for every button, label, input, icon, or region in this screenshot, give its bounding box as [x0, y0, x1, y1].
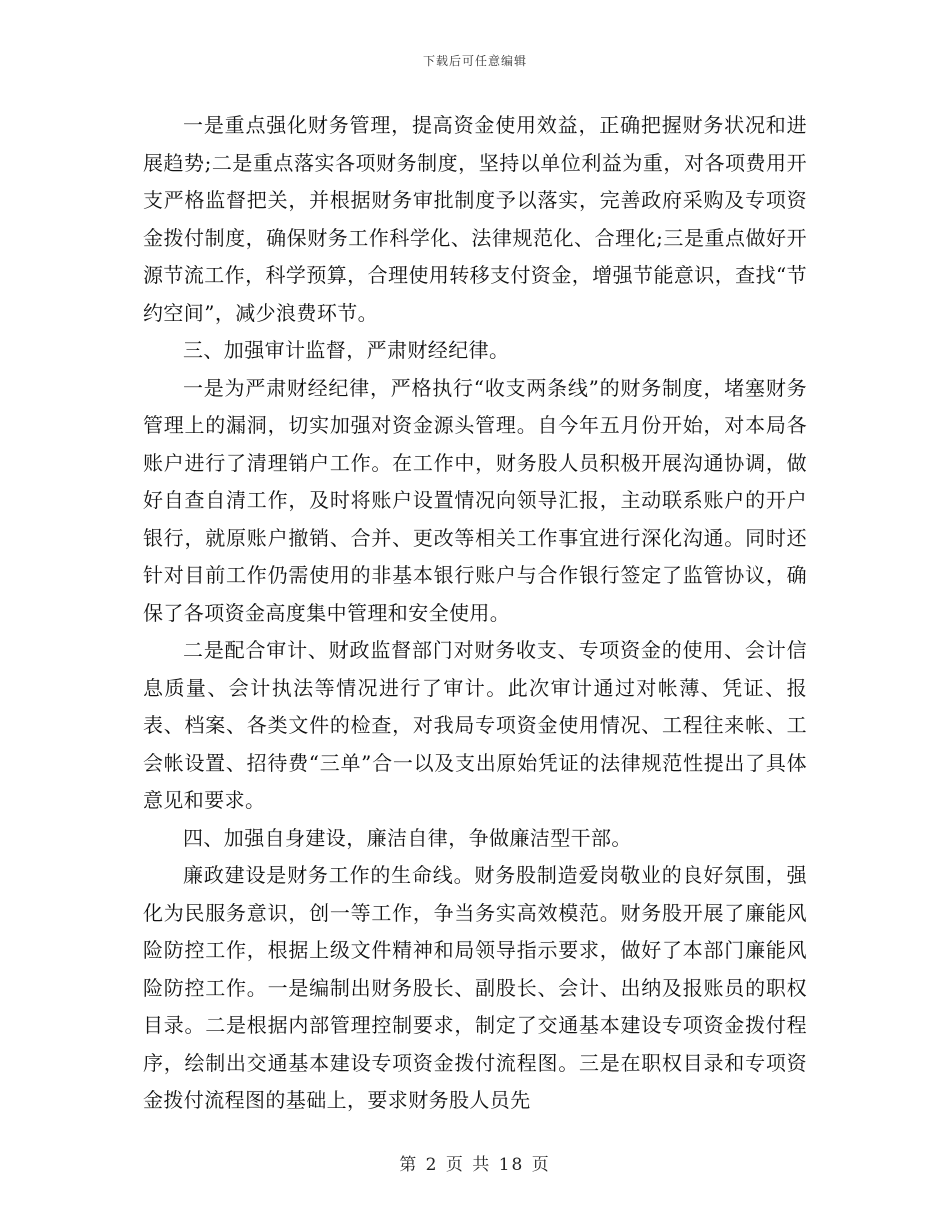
- paragraph-financial-discipline: 一是为严肃财经纪律，严格执行“收支两条线”的财务制度，堵塞财务管理上的漏洞，切实加强对资金源头管理。自今年五月份开始，对本局各账户进行了清理销户工作。在工作中，财务股人员积极开展沟通协调，做好自查自清工作，及时将账户设置情况向领导汇报，主动联系账户的开户银行，就原账户撤销、合并、更改等相关工作事宜进行深化沟通。同时还针对目前工作仍需使用的非基本银行账户与合作银行签定了监管协议，确保了各项资金高度集中管理和安全使用。: [143, 375, 807, 625]
- page-header: 下载后可任意编辑: [422, 54, 527, 68]
- paragraph-integrity: 廉政建设是财务工作的生命线。财务股制造爱岗敬业的良好氛围，强化为民服务意识，创一等工作，争当务实高效模范。财务股开展了廉能风险防控工作，根据上级文件精神和局领导指示要求，做好了本部门廉能风险防控工作。一是编制出财务股长、副股长、会计、出纳及报账员的职权目录。二是根据内部管理控制要求，制定了交通基本建设专项资金拨付程序，绘制出交通基本建设专项资金拨付流程图。三是在职权目录和专项资金拨付流程图的基础上，要求财务股人员先: [143, 863, 807, 1112]
- section-heading-self-building: 四、加强自身建设，廉洁自律，争做廉洁型干部。: [183, 825, 632, 850]
- paragraph-audit-cooperation: 二是配合审计、财政监督部门对财务收支、专项资金的使用、会计信息质量、会计执法等情况进行了审计。此次审计通过对帐薄、凭证、报表、档案、各类文件的检查，对我局专项资金使用情况、工程往来帐、工会帐设置、招待费“三单”合一以及支出原始凭证的法律规范性提出了具体意见和要求。: [143, 638, 807, 812]
- section-heading-audit: 三、加强审计监督，严肃财经纪律。: [183, 338, 510, 362]
- paragraph-financial-management: 一是重点强化财务管理，提高资金使用效益，正确把握财务状况和进展趋势;二是重点落实各项财务制度，坚持以单位利益为重，对各项费用开支严格监督把关，并根据财务审批制度予以落实，完善政府采购及专项资金拨付制度，确保财务工作科学化、法律规范化、合理化;三是重点做好开源节流工作，科学预算，合理使用转移支付资金，增强节能意识，查找“节约空间”，减少浪费环节。: [143, 113, 807, 325]
- document-body: [143, 107, 807, 1120]
- page-number: 第 2 页 共 18 页: [399, 1155, 551, 1175]
